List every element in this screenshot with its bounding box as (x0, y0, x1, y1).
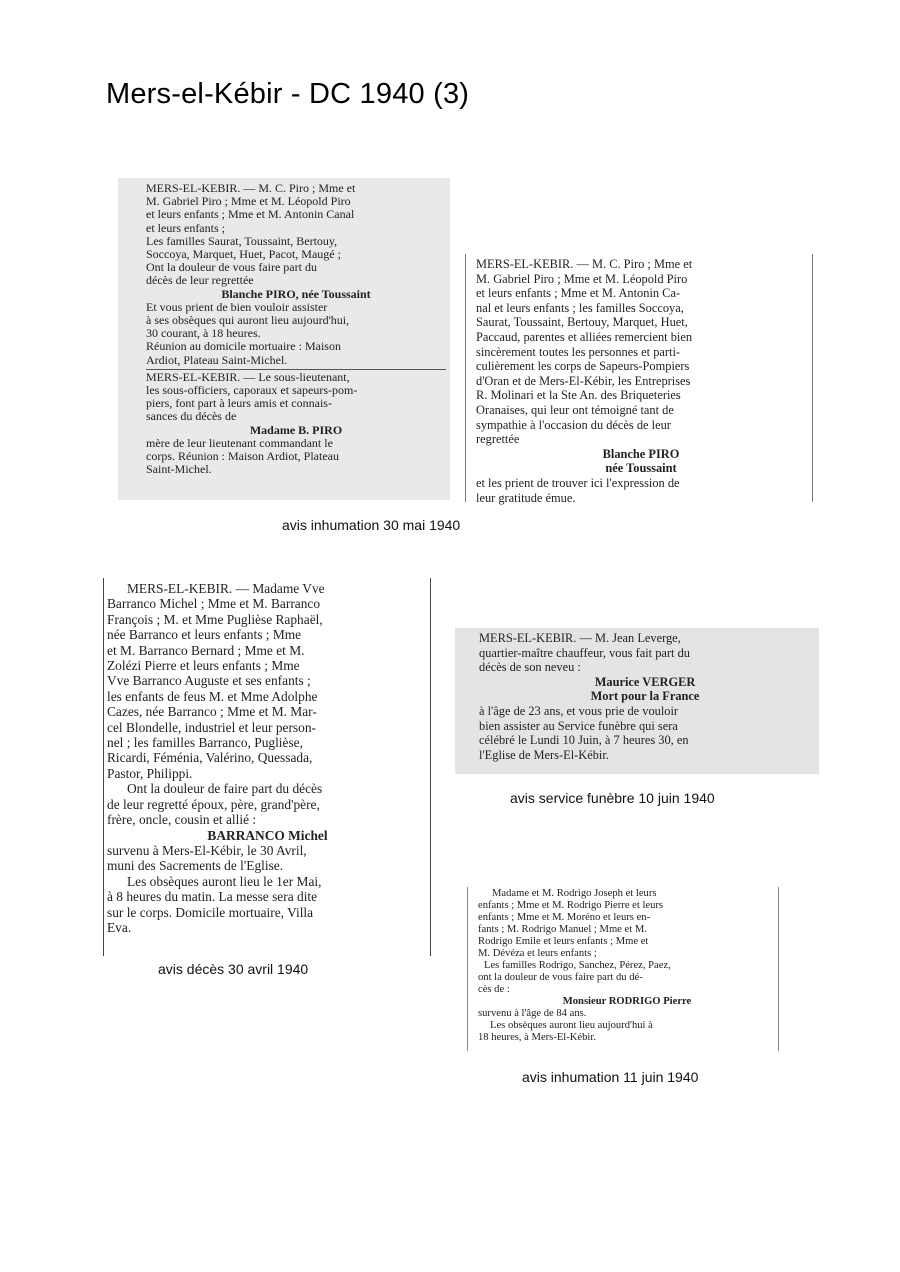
clipping-line: Madame et M. Rodrigo Joseph et leurs (492, 888, 657, 899)
clipping-line: mère de leur lieutenant commandant le (146, 436, 333, 450)
clipping-line: Ont la douleur de vous faire part du (146, 261, 317, 275)
clipping-line: enfants ; Mme et M. Moréno et leurs en- (478, 912, 651, 923)
clipping-line: à 8 heures du matin. La messe sera dite (107, 889, 318, 905)
clipping-line: Les obsèques auront lieu le 1er Mai, (127, 873, 322, 889)
clipping-line: Cazes, née Barranco ; Mme et M. Mar- (107, 704, 317, 720)
clipping-line: Réunion au domicile mortuaire : Maison (146, 340, 341, 354)
obituary-clipping-rodrigo (467, 887, 779, 1051)
clipping-line: ont la douleur de vous faire part du dé- (478, 972, 643, 983)
clipping-line: Paccaud, parentes et alliées remercient bien (476, 329, 693, 344)
caption-inhumation-11-juin: avis inhumation 11 juin 1940 (522, 1069, 699, 1085)
clipping-line: bien assister au Service funèbre qui sera (479, 718, 678, 733)
clipping-line: décès de leur regrettée (146, 274, 254, 288)
clipping-line: culièrement les corps de Sapeurs-Pompiers (476, 359, 690, 374)
clipping-line: fants ; M. Rodrigo Manuel ; Mme et M. (478, 924, 647, 935)
clipping-line: l'Eglise de Mers-El-Kébir. (479, 747, 609, 762)
clipping-line: et leurs enfants ; (146, 221, 225, 235)
clipping-line: M. Gabriel Piro ; Mme et M. Léopold Piro (146, 195, 351, 209)
clipping-line: piers, font part à leurs amis et connais- (146, 397, 332, 411)
page-title: Mers-el-Kébir - DC 1940 (3) (106, 78, 470, 110)
clipping-line: François ; M. et Mme Puglièse Raphaël, (107, 611, 323, 627)
clipping-line: Les obsèques auront lieu aujourd'hui à (490, 1020, 653, 1031)
clipping-line: Ardiot, Plateau Saint-Michel. (146, 353, 288, 367)
clipping-line: leur gratitude émue. (476, 490, 576, 505)
clipping-line: Rodrigo Emile et leurs enfants ; Mme et (478, 936, 649, 947)
clipping-line: MERS-EL-KEBIR. — M. C. Piro ; Mme et (146, 182, 356, 195)
clipping-line: Ont la douleur de faire part du décès (127, 781, 323, 797)
clipping-line: sympathie à l'occasion du décès de leur (476, 417, 671, 432)
deceased-name: BARRANCO Michel (207, 827, 328, 843)
deceased-name: Maurice VERGER (594, 674, 696, 689)
clipping-line: Zolézi Pierre et leurs enfants ; Mme (107, 658, 300, 674)
clipping-line: Pastor, Philippi. (107, 765, 193, 781)
clipping-line: Ricardi, Féménia, Valérino, Quessada, (107, 750, 313, 766)
clipping-line: 18 heures, à Mers-El-Kébir. (478, 1032, 596, 1043)
deceased-mention: Mort pour la France (590, 689, 700, 704)
clipping-line: enfants ; Mme et M. Rodrigo Pierre et leurs (478, 900, 664, 911)
obituary-clipping-piro-family (118, 178, 450, 500)
deceased-maiden-name: née Toussaint (605, 461, 677, 476)
clipping-line: regrettée (476, 432, 520, 447)
clipping-line: frère, oncle, cousin et allié : (107, 812, 257, 828)
clipping-line: cès de : (478, 984, 510, 995)
obituary-clipping-barranco (103, 578, 431, 956)
clipping-line: nel ; les familles Barranco, Puglièse, (107, 735, 303, 751)
caption-inhumation-30-mai: avis inhumation 30 mai 1940 (282, 517, 461, 533)
clipping-line: née Barranco et leurs enfants ; Mme (107, 627, 302, 643)
clipping-line: Eva. (107, 919, 132, 935)
clipping-line: sur le corps. Domicile mortuaire, Villa (107, 904, 314, 920)
clipping-line: d'Oran et de Mers-El-Kébir, les Entreprises (476, 373, 691, 388)
clipping-line: MERS-EL-KEBIR. — M. C. Piro ; Mme et (476, 257, 693, 271)
clipping-line: Barranco Michel ; Mme et M. Barranco (107, 596, 321, 612)
clipping-line: MERS-EL-KEBIR. — Madame Vve (127, 581, 325, 596)
clipping-line: nal et leurs enfants ; les familles Soccoya, (476, 300, 684, 315)
clipping-line: R. Molinari et la Ste An. des Briqueteries (476, 388, 681, 403)
clipping-line: les enfants de feus M. et Mme Adolphe (107, 688, 318, 704)
caption-service-funebre-10-juin: avis service funèbre 10 juin 1940 (510, 790, 715, 806)
divider (146, 369, 446, 370)
deceased-name: Madame B. PIRO (249, 423, 343, 437)
clipping-line: à l'âge de 23 ans, et vous prie de vouloir (479, 703, 679, 718)
clipping-line: Les familles Rodrigo, Sanchez, Pérez, Paez, (484, 960, 671, 971)
clipping-line: muni des Sacrements de l'Eglise. (107, 858, 284, 874)
clipping-line: survenu à l'âge de 84 ans. (478, 1008, 587, 1019)
clipping-line: survenu à Mers-El-Kébir, le 30 Avril, (107, 842, 307, 858)
clipping-line: et M. Barranco Bernard ; Mme et M. (107, 642, 305, 658)
clipping-line: et leurs enfants ; Mme et M. Antonin Canal (146, 208, 355, 222)
clipping-line: M. Gabriel Piro ; Mme et M. Léopold Piro (476, 271, 688, 286)
clipping-line: M. Dévéza et leurs enfants ; (478, 948, 597, 959)
clipping-line: célébré le Lundi 10 Juin, à 7 heures 30, en (479, 733, 689, 748)
clipping-line: de leur regretté époux, père, grand'père, (107, 796, 320, 812)
clipping-line: MERS-EL-KEBIR. — M. Jean Leverge, (479, 631, 681, 645)
funeral-service-clipping-verger (455, 628, 819, 774)
clipping-line: décès de son neveu : (479, 660, 581, 675)
thanks-clipping-piro-family (465, 254, 813, 505)
clipping-line: MERS-EL-KEBIR. — Le sous-lieutenant, (146, 370, 350, 384)
clipping-line: Vve Barranco Auguste et ses enfants ; (107, 673, 311, 689)
clipping-line: quartier-maître chauffeur, vous fait part du (479, 645, 690, 660)
clipping-line: et leurs enfants ; Mme et M. Antonin Ca- (476, 286, 681, 301)
clipping-line: corps. Réunion : Maison Ardiot, Plateau (146, 450, 339, 464)
deceased-name: Blanche PIRO (602, 446, 680, 461)
clipping-line: Et vous prient de bien vouloir assister (146, 300, 328, 314)
clipping-line: Soccoya, Marquet, Huet, Pacot, Maugé ; (146, 248, 341, 262)
clipping-line: Les familles Saurat, Toussaint, Bertouy, (146, 234, 338, 248)
deceased-name: Monsieur RODRIGO Pierre (562, 996, 692, 1007)
clipping-line: 30 courant, à 18 heures. (146, 327, 261, 341)
clipping-line: à ses obsèques qui auront lieu aujourd'hui, (146, 314, 350, 328)
clipping-line: Saint-Michel. (146, 463, 212, 477)
clipping-line: Saurat, Toussaint, Bertouy, Marquet, Huet, (476, 315, 688, 330)
caption-deces-30-avril: avis décès 30 avril 1940 (158, 961, 309, 977)
clipping-line: sances du décès de (146, 410, 237, 424)
deceased-name: Blanche PIRO, née Toussaint (221, 287, 371, 301)
clipping-line: cel Blondelle, industriel et leur person- (107, 719, 316, 735)
clipping-line: et les prient de trouver ici l'expression de (476, 475, 680, 490)
clipping-line: les sous-officiers, caporaux et sapeurs-pom- (146, 384, 358, 398)
clipping-line: Oranaises, qui leur ont témoigné tant de (476, 402, 674, 417)
clipping-line: sincèrement toutes les personnes et parti- (476, 344, 681, 359)
